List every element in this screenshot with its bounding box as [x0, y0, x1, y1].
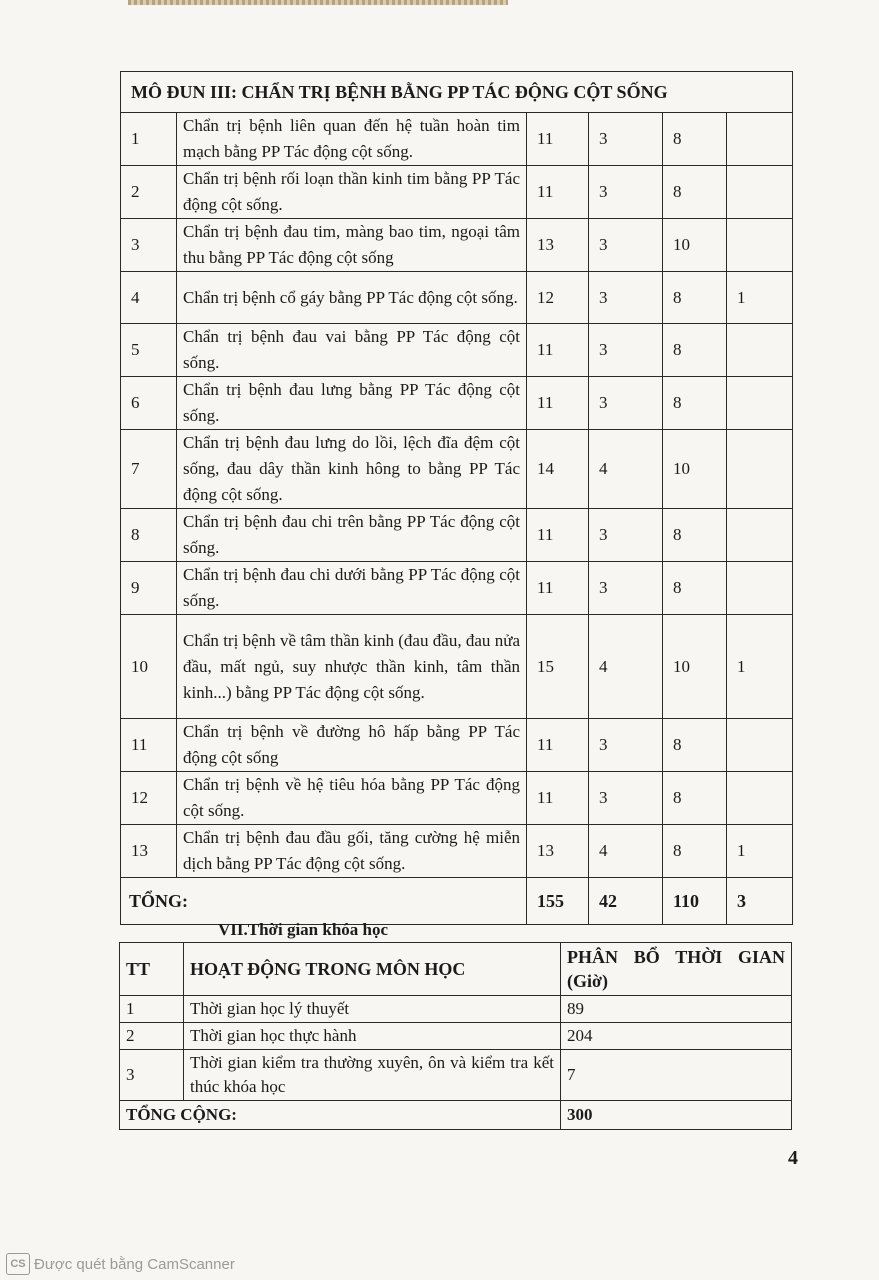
row-value-1: 11 [527, 562, 589, 615]
row-description: Chẩn trị bệnh đau chi dưới bằng PP Tác động cột sống. [177, 562, 527, 615]
module-table [120, 71, 793, 925]
table-row [121, 562, 793, 615]
row-value-4 [727, 377, 793, 430]
row-value-3: 8 [663, 113, 727, 166]
row-value-1: 13 [527, 825, 589, 878]
row-value-3: 8 [663, 772, 727, 825]
table-row [121, 772, 793, 825]
row-value-3: 8 [663, 562, 727, 615]
row-value-3: 10 [663, 615, 727, 719]
row-value-3: 8 [663, 272, 727, 324]
table-row [121, 377, 793, 430]
row-number: 2 [121, 166, 177, 219]
row-description: Chẩn trị bệnh liên quan đến hệ tuần hoàn tim mạch bằng PP Tác động cột sống. [177, 113, 527, 166]
scanner-footer [6, 1253, 235, 1275]
row-value-1: 13 [527, 219, 589, 272]
row-number: 8 [121, 509, 177, 562]
row-value-2: 3 [589, 324, 663, 377]
module-total-row [121, 878, 793, 925]
row-value-4: 1 [727, 615, 793, 719]
row-value-1: 11 [527, 719, 589, 772]
row-value-1: 11 [527, 772, 589, 825]
row-value-1: 11 [527, 166, 589, 219]
row-value-1: 15 [527, 615, 589, 719]
row-value-4 [727, 719, 793, 772]
row-number: 6 [121, 377, 177, 430]
row-value-2: 4 [589, 430, 663, 509]
row-value-2: 3 [589, 719, 663, 772]
table-row [121, 615, 793, 719]
row-value-3: 10 [663, 219, 727, 272]
table-row [121, 324, 793, 377]
total-hours: 300 [561, 1101, 792, 1130]
row-value-4 [727, 772, 793, 825]
total-value-3: 110 [663, 878, 727, 925]
table-row [121, 430, 793, 509]
row-value-3: 8 [663, 324, 727, 377]
row-description: Chẩn trị bệnh đau chi trên bằng PP Tác động cột sống. [177, 509, 527, 562]
table-row [120, 1050, 792, 1101]
time-total-row [120, 1101, 792, 1130]
row-description: Chẩn trị bệnh đau lưng bằng PP Tác động cột sống. [177, 377, 527, 430]
time-header-row [120, 943, 792, 996]
row-description: Chẩn trị bệnh đau vai bằng PP Tác động cột sống. [177, 324, 527, 377]
table-row [121, 166, 793, 219]
row-value-2: 4 [589, 615, 663, 719]
row-number: 1 [121, 113, 177, 166]
row-value-2: 3 [589, 166, 663, 219]
row-description: Chẩn trị bệnh đau lưng do lồi, lệch đĩa đệm cột sống, đau dây thần kinh hông to bằng PP Tác động cột sống. [177, 430, 527, 509]
row-value-3: 8 [663, 719, 727, 772]
row-description: Chẩn trị bệnh về đường hô hấp bằng PP Tác động cột sống [177, 719, 527, 772]
row-value-2: 3 [589, 219, 663, 272]
module-header: MÔ ĐUN III: CHẨN TRỊ BỆNH BẰNG PP TÁC ĐỘNG CỘT SỐNG [121, 72, 793, 113]
row-value-1: 11 [527, 113, 589, 166]
row-value-2: 3 [589, 272, 663, 324]
header-allocation: PHÂN BỔ THỜI GIAN (Giờ) [561, 943, 792, 996]
total-label: TỔNG: [121, 878, 527, 925]
header-tt: TT [120, 943, 184, 996]
row-tt: 2 [120, 1023, 184, 1050]
row-value-4: 1 [727, 272, 793, 324]
row-number: 10 [121, 615, 177, 719]
table-row [121, 272, 793, 324]
row-number: 9 [121, 562, 177, 615]
row-activity: Thời gian học thực hành [184, 1023, 561, 1050]
row-value-3: 10 [663, 430, 727, 509]
total-value-1: 155 [527, 878, 589, 925]
row-number: 5 [121, 324, 177, 377]
time-table [119, 942, 792, 1130]
row-tt: 3 [120, 1050, 184, 1101]
row-value-1: 12 [527, 272, 589, 324]
table-row [120, 1023, 792, 1050]
row-value-3: 8 [663, 166, 727, 219]
table-row [121, 825, 793, 878]
row-description: Chẩn trị bệnh cổ gáy bằng PP Tác động cột sống. [177, 272, 527, 324]
row-value-2: 3 [589, 562, 663, 615]
row-value-3: 8 [663, 825, 727, 878]
total-label: TỔNG CỘNG: [120, 1101, 561, 1130]
total-value-4: 3 [727, 878, 793, 925]
module-header-row [121, 72, 793, 113]
total-value-2: 42 [589, 878, 663, 925]
row-activity: Thời gian học lý thuyết [184, 996, 561, 1023]
row-value-4 [727, 166, 793, 219]
row-number: 13 [121, 825, 177, 878]
section-title: VII.Thời gian khóa học [218, 920, 389, 939]
row-value-1: 14 [527, 430, 589, 509]
row-value-3: 8 [663, 377, 727, 430]
row-value-2: 3 [589, 377, 663, 430]
table-row [121, 719, 793, 772]
row-value-4 [727, 219, 793, 272]
row-description: Chẩn trị bệnh về tâm thần kinh (đau đầu, đau nửa đầu, mất ngủ, suy nhược thần kinh, tâm thần kinh...) bằng PP Tác động cột sống. [177, 615, 527, 719]
row-value-4 [727, 509, 793, 562]
footer-text: Được quét bằng CamScanner [34, 1255, 235, 1273]
row-value-1: 11 [527, 324, 589, 377]
row-number: 12 [121, 772, 177, 825]
row-value-2: 3 [589, 772, 663, 825]
top-edge-strip [128, 0, 508, 5]
row-hours: 204 [561, 1023, 792, 1050]
row-number: 7 [121, 430, 177, 509]
row-value-4 [727, 430, 793, 509]
camscanner-logo-icon: CS [6, 1253, 30, 1275]
row-number: 4 [121, 272, 177, 324]
table-row [121, 113, 793, 166]
row-value-3: 8 [663, 509, 727, 562]
row-value-4 [727, 113, 793, 166]
table-row [120, 996, 792, 1023]
row-number: 3 [121, 219, 177, 272]
row-activity: Thời gian kiểm tra thường xuyên, ôn và kiểm tra kết thúc khóa học [184, 1050, 561, 1101]
row-description: Chẩn trị bệnh về hệ tiêu hóa bằng PP Tác động cột sống. [177, 772, 527, 825]
table-row [121, 509, 793, 562]
row-hours: 7 [561, 1050, 792, 1101]
row-value-2: 4 [589, 825, 663, 878]
page-number: 4 [788, 1147, 798, 1169]
row-value-4 [727, 324, 793, 377]
row-value-2: 3 [589, 509, 663, 562]
row-description: Chẩn trị bệnh đau đầu gối, tăng cường hệ miễn dịch bằng PP Tác động cột sống. [177, 825, 527, 878]
row-description: Chẩn trị bệnh rối loạn thần kinh tim bằng PP Tác động cột sống. [177, 166, 527, 219]
table-row [121, 219, 793, 272]
row-value-1: 11 [527, 377, 589, 430]
row-description: Chẩn trị bệnh đau tim, màng bao tim, ngoại tâm thu bằng PP Tác động cột sống [177, 219, 527, 272]
row-value-4 [727, 562, 793, 615]
row-value-4: 1 [727, 825, 793, 878]
row-value-1: 11 [527, 509, 589, 562]
row-tt: 1 [120, 996, 184, 1023]
row-number: 11 [121, 719, 177, 772]
row-value-2: 3 [589, 113, 663, 166]
header-activity: HOẠT ĐỘNG TRONG MÔN HỌC [184, 943, 561, 996]
row-hours: 89 [561, 996, 792, 1023]
